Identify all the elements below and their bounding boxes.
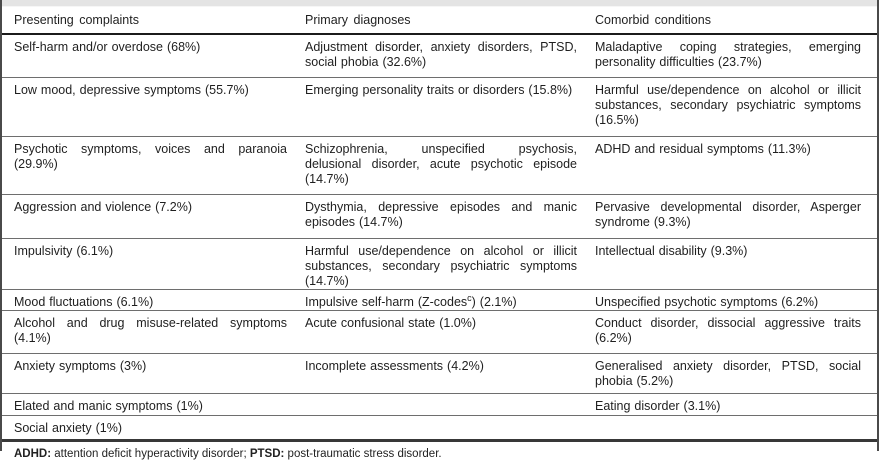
table-row	[2, 415, 877, 440]
diagnosis-text: Impulsive self-harm (Z-codes	[305, 294, 468, 309]
table-row	[2, 194, 877, 238]
table-row	[2, 34, 877, 77]
cell-diagnosis: Incomplete assessments (4.2%)	[295, 353, 585, 393]
cell-comorbid: Conduct disorder, dissocial aggressive traits (6.2%)	[585, 310, 877, 353]
cell-comorbid	[585, 415, 877, 440]
cell-complaint: Alcohol and drug misuse-related symptoms (4.1%)	[2, 310, 295, 353]
cell-complaint: Impulsivity (6.1%)	[2, 238, 295, 289]
cell-complaint: Social anxiety (1%)	[2, 415, 295, 440]
cell-diagnosis: Acute confusional state (1.0%)	[295, 310, 585, 353]
cell-diagnosis: Dysthymia, depressive episodes and manic episodes (14.7%)	[295, 194, 585, 238]
table-row	[2, 353, 877, 393]
table-row	[2, 136, 877, 194]
footnote-abbr-ptsd: PTSD:	[249, 447, 285, 460]
table-row	[2, 393, 877, 415]
cell-diagnosis: Harmful use/dependence on alcohol or illicit substances, secondary psychiatric symptoms (14.7%)	[295, 238, 585, 289]
table-row	[2, 238, 877, 289]
cell-comorbid: Generalised anxiety disorder, PTSD, social phobia (5.2%)	[585, 353, 877, 393]
header-row	[2, 7, 877, 34]
footnote-def-ptsd: post-traumatic stress disorder.	[284, 447, 442, 460]
cell-diagnosis	[295, 393, 585, 415]
table-row	[2, 77, 877, 136]
cell-comorbid: Intellectual disability (9.3%)	[585, 238, 877, 289]
cell-diagnosis	[295, 415, 585, 440]
cell-comorbid: Maladaptive coping strategies, emerging personality difficulties (23.7%)	[585, 34, 877, 77]
cell-diagnosis	[295, 289, 585, 310]
cell-comorbid: ADHD and residual symptoms (11.3%)	[585, 136, 877, 194]
cell-diagnosis: Adjustment disorder, anxiety disorders, PTSD, social phobia (32.6%)	[295, 34, 585, 77]
cell-comorbid: Unspecified psychotic symptoms (6.2%)	[585, 289, 877, 310]
cropped-title-band	[2, 0, 877, 7]
cell-comorbid: Pervasive developmental disorder, Asperger syndrome (9.3%)	[585, 194, 877, 238]
cell-complaint: Mood fluctuations (6.1%)	[2, 289, 295, 310]
cell-diagnosis: Emerging personality traits or disorders (15.8%)	[295, 77, 585, 136]
cell-comorbid: Harmful use/dependence on alcohol or illicit substances, secondary psychiatric symptoms (16.5%)	[585, 77, 877, 136]
footnote-marker-c: c	[467, 292, 472, 303]
cell-complaint: Elated and manic symptoms (1%)	[2, 393, 295, 415]
diagnosis-text: ) (2.1%)	[471, 294, 517, 309]
column-header-presenting-complaints: Presenting complaints	[2, 7, 295, 34]
footnote-def-adhd: attention deficit hyperactivity disorder;	[51, 447, 250, 460]
table-row	[2, 310, 877, 353]
abbreviations-footnote	[14, 447, 877, 461]
cell-complaint: Low mood, depressive symptoms (55.7%)	[2, 77, 295, 136]
cell-complaint: Psychotic symptoms, voices and paranoia (29.9%)	[2, 136, 295, 194]
complaints-diagnoses-table	[2, 7, 877, 442]
column-header-comorbid-conditions: Comorbid conditions	[585, 7, 877, 34]
cell-comorbid: Eating disorder (3.1%)	[585, 393, 877, 415]
cell-diagnosis: Schizophrenia, unspecified psychosis, delusional disorder, acute psychotic episode (14.7%)	[295, 136, 585, 194]
cell-complaint: Aggression and violence (7.2%)	[2, 194, 295, 238]
cell-complaint: Self-harm and/or overdose (68%)	[2, 34, 295, 77]
cell-complaint: Anxiety symptoms (3%)	[2, 353, 295, 393]
footnote-abbr-adhd: ADHD:	[14, 447, 52, 460]
table-row	[2, 289, 877, 310]
column-header-primary-diagnoses: Primary diagnoses	[295, 7, 585, 34]
